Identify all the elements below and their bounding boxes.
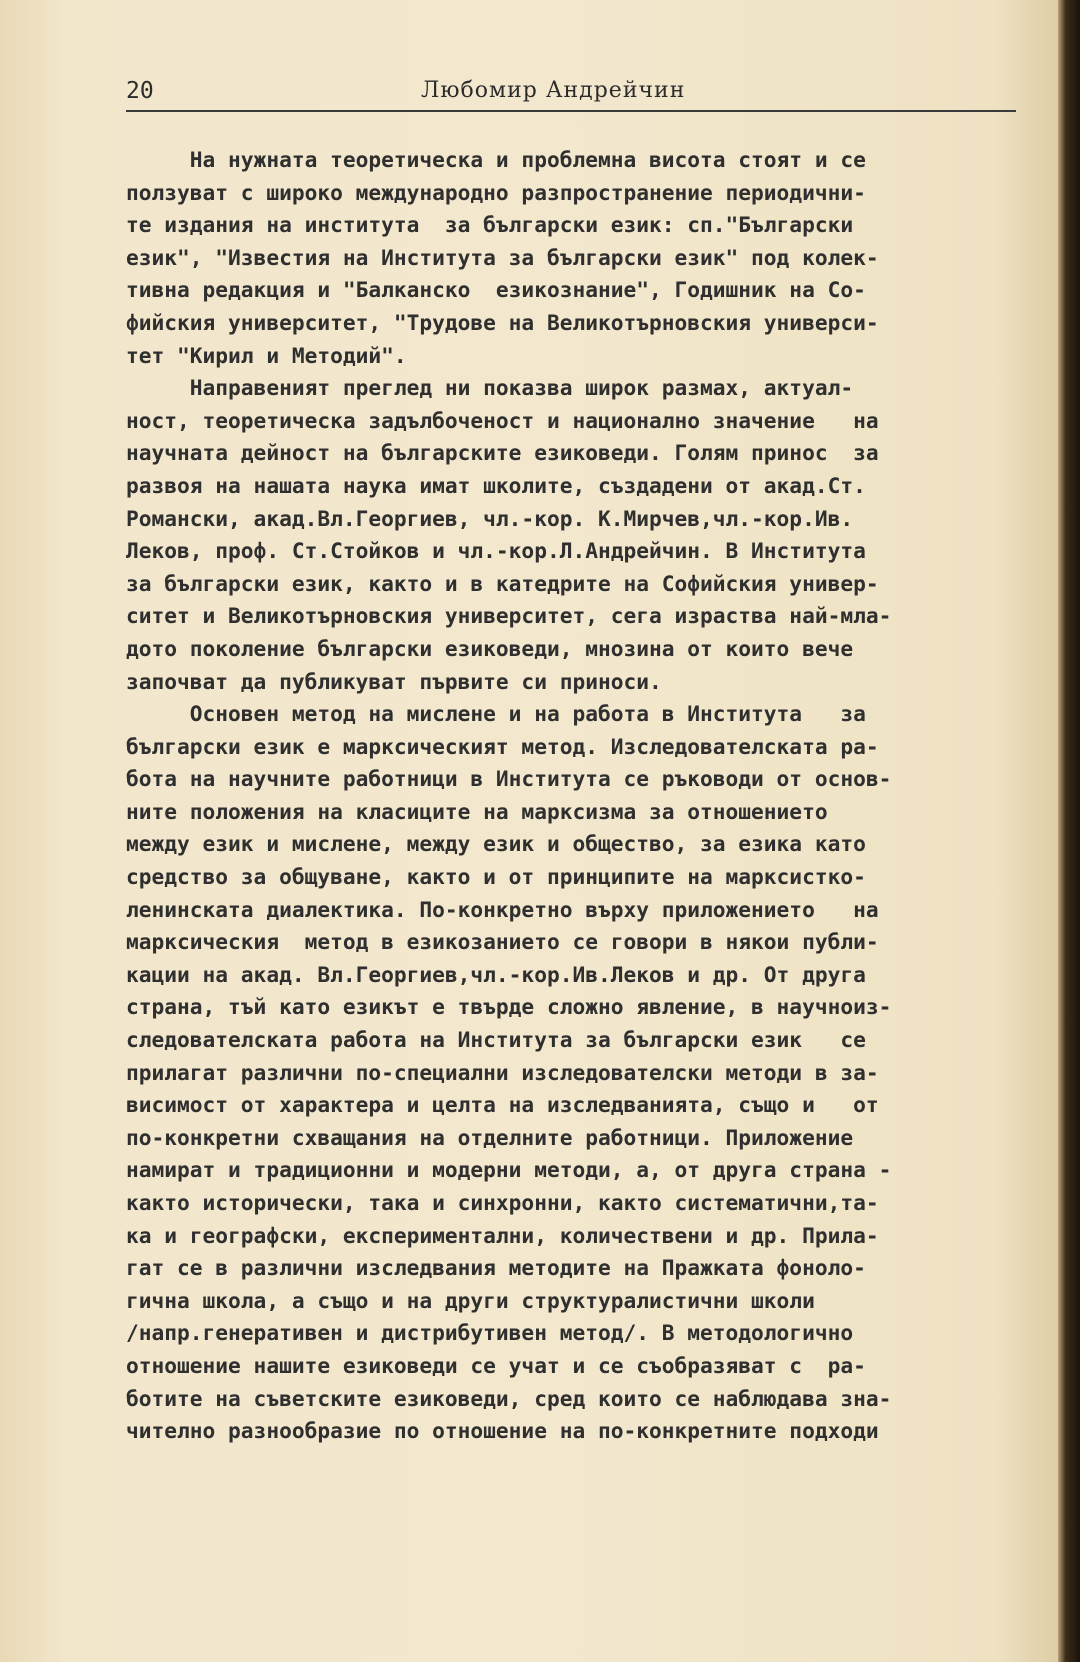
text-line: дото поколение български езиковеди, мнозина от които вече	[126, 635, 854, 661]
text-line: Леков, проф. Ст.Стойков и чл.-кор.Л.Андрейчин. В Института	[126, 538, 866, 564]
text-line: Направеният преглед ни показва широк размах, актуал-	[126, 375, 854, 401]
text-line: ползуват с широко международно разпространение периодични-	[126, 179, 866, 205]
text-line: висимост от характера и целта на изследванията, също и от	[126, 1092, 879, 1118]
text-line: кации на акад. Вл.Георгиев,чл.-кор.Ив.Леков и др. От друга	[126, 961, 866, 987]
page-header	[126, 78, 1016, 112]
text-line: ситет и Великотърновския университет, сега израства най-мла-	[126, 603, 892, 629]
body-text	[126, 144, 1036, 1448]
text-line: гична школа, а също и на други структуралистични школи	[126, 1287, 815, 1313]
text-line: ните положения на класиците на марксизма за отношението	[126, 798, 828, 824]
text-line: марксическия метод в езикозанието се говори в някои публи-	[126, 929, 879, 955]
text-line: ленинската диалектика. По-конкретно върху приложението на	[126, 896, 879, 922]
text-line: започват да публикуват първите си приноси.	[126, 668, 662, 694]
text-line: средство за общуване, както и от принципите на марксистко-	[126, 864, 866, 890]
text-line: развоя на нашата наука имат школите, създадени от акад.Ст.	[126, 472, 866, 498]
text-line: по-конкретни схващания на отделните работници. Приложение	[126, 1124, 854, 1150]
text-line: страна, тъй като езикът е твърде сложно явление, в научноиз-	[126, 994, 892, 1020]
text-line: бота на научните работници в Института се ръководи от основ-	[126, 766, 892, 792]
text-line: български език е марксическият метод. Изследователската ра-	[126, 733, 879, 759]
page-binding-edge	[1058, 0, 1080, 1662]
text-line: между език и мислене, между език и общество, за езика като	[126, 831, 866, 857]
running-head: Любомир Андрейчин	[421, 78, 686, 103]
text-line: ботите на съветските езиковеди, сред които се наблюдава зна-	[126, 1385, 892, 1411]
text-line: следователската работа на Института за български език се	[126, 1027, 866, 1053]
page-number: 20	[126, 78, 154, 104]
text-line: прилагат различни по-специални изследователски методи в за-	[126, 1059, 879, 1085]
text-line: както исторически, така и синхронни, както систематични,та-	[126, 1190, 879, 1215]
text-line: тет "Кирил и Методий".	[126, 342, 407, 368]
text-line: Романски, акад.Вл.Георгиев, чл.-кор. К.Мирчев,чл.-кор.Ив.	[126, 505, 854, 531]
text-line: те издания на института за български език: сп."Български	[126, 212, 854, 238]
text-line: /напр.генеративен и дистрибутивен метод/. В методологично	[126, 1320, 854, 1346]
text-line: гат се в различни изследвания методите на Пражката фоноло-	[126, 1255, 866, 1281]
text-line: На нужната теоретическа и проблемна висота стоят и се	[126, 147, 866, 172]
text-line: намират и традиционни и модерни методи, а, от друга страна -	[126, 1157, 892, 1183]
text-line: чително разнообразие по отношение на по-конкретните подходи	[126, 1418, 879, 1444]
text-line: Основен метод на мислене и на работа в Института за	[126, 701, 866, 727]
text-line: език", "Известия на Института за български език" под колек-	[126, 244, 879, 270]
text-line: фийския университет, "Трудове на Великотърновския универси-	[126, 309, 879, 335]
text-line: за български език, както и в катедрите на Софийския универ-	[126, 570, 879, 596]
text-line: ка и географски, експериментални, количествени и др. Прила-	[126, 1222, 879, 1248]
text-line: ност, теоретическа задълбоченост и национално значение на	[126, 407, 879, 433]
text-line: научната дейност на българските езиковеди. Голям принос за	[126, 440, 879, 466]
text-line: тивна редакция и "Балканско езикознание", Годишник на Со-	[126, 277, 866, 303]
text-line: отношение нашите езиковеди се учат и се съобразяват с ра-	[126, 1352, 866, 1378]
